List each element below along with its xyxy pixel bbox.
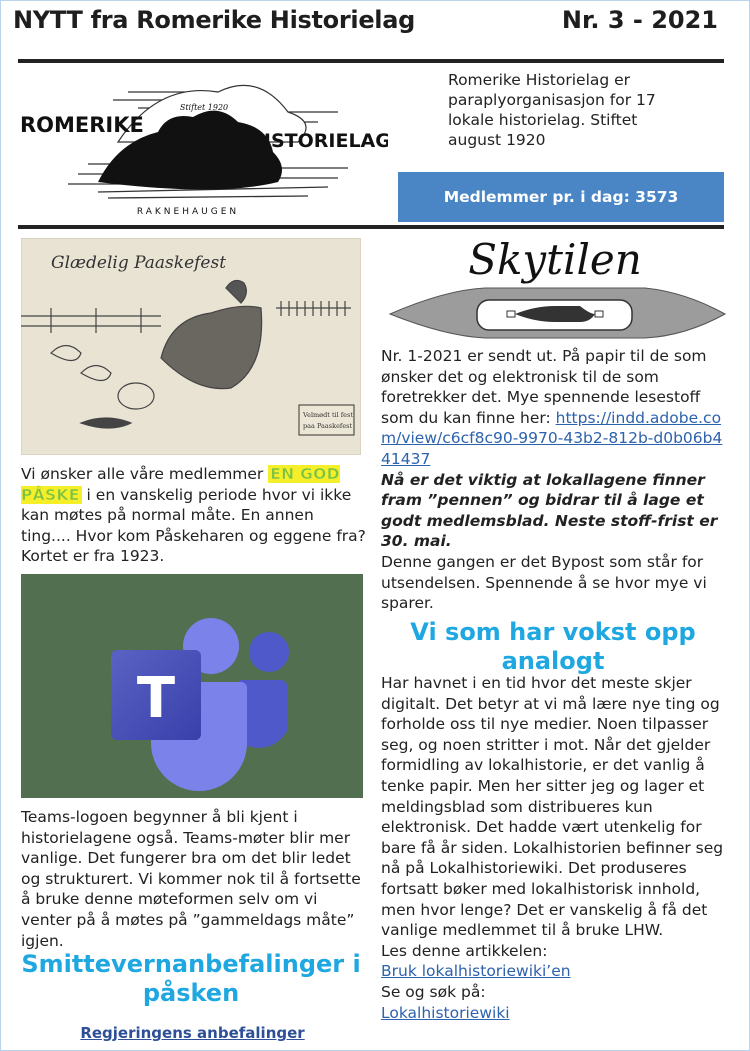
svg-text:HISTORIELAG: HISTORIELAG <box>248 130 388 152</box>
en-god-paaske-highlight: EN GOD PÅSKE <box>21 465 340 504</box>
svg-text:Skytilen: Skytilen <box>468 235 642 284</box>
svg-text:paa Paaskefest: paa Paaskefest <box>303 422 353 430</box>
svg-text:Velmødt til fest: Velmødt til fest <box>303 411 353 419</box>
skytilen-article: Nr. 1-2021 er sendt ut. På papir til de som ønsker det og elektronisk til de som foretrekker det. Mye spennende lesestoff som du kan finne her: https://indd.adobe.com/view/c6cf8c90-9970-43b2-812b-d0b06b441437 Nå er det viktig at lokallagene finner fram ”pennen” og bidrar til å lage et godt medlemsblad. Neste stoff-frist er 30. mai. Denne gangen er det Bypost som står for utsendelsen. Spennende å se hvor mye vi sparer. <box>381 347 723 613</box>
logo-illustration-icon <box>18 72 388 222</box>
svg-text:ROMERIKE: ROMERIKE <box>20 113 144 137</box>
easter-postcard-image <box>21 238 361 455</box>
section-divider <box>18 225 724 229</box>
svg-text:Stiftet 1920: Stiftet 1920 <box>179 103 229 112</box>
member-count-banner: Medlemmer pr. i dag: 3573 <box>398 172 724 222</box>
regjeringens-anbefalinger-link[interactable]: Regjeringens anbefalinger <box>80 1024 305 1042</box>
microsoft-teams-icon <box>21 574 363 798</box>
skytilen-logo <box>385 232 730 342</box>
smittevern-heading: Smittevernanbefalinger i påsken <box>21 950 361 1007</box>
intro-text: Romerike Historielag er paraplyorganisasjon for 17 lokale historielag. Stiftet august 1920 <box>448 71 656 149</box>
easter-greeting-text: Vi ønsker alle våre medlemmer EN GOD PÅSKE i en vanskelig periode hvor vi ikke kan møtes på normal måte. En annen ting.... Hvor kom Påskeharen og eggene fra? Kortet er fra 1923. <box>21 465 366 566</box>
svg-text:RAKNEHAUGEN: RAKNEHAUGEN <box>136 207 240 217</box>
romerike-historielag-logo <box>18 72 388 222</box>
analog-article: Har havnet i en tid hvor det meste skjer digitalt. Det betyr at vi må lære nye ting og forholde oss til nye medier. Noen tilpasser seg, og noen stritter i mot. Når det gjelder formidling av lokalhistorie, er det vanlig å tenke papir. Men her sitter jeg og lager et meldingsblad som distribueres kun elektronisk. Det hadde vært utenkelig for bare få år siden. Lokalhistorien befinner seg nå på Lokalhistoriewiki. Det produseres fortsatt bøker med lokalhistorisk innhold, men hvor lenge? Det er vanskelig å få det vanlige medlemmet til å bruke LHW. Les denne artikkelen: Bruk lokalhistoriewiki’en Se og søk på: Lokalhistoriewiki <box>381 674 724 1022</box>
teams-logo-image <box>21 574 363 798</box>
svg-text:Glædelig Paaskefest: Glædelig Paaskefest <box>51 253 227 273</box>
skytilen-link[interactable]: https://indd.adobe.com/view/c6cf8c90-9970-43b2-812b-d0b06b441437 <box>381 408 723 468</box>
deadline-notice: Nå er det viktig at lokallagene finner fram ”pennen” og bidrar til å lage et godt medlemsblad. Neste stoff-frist er 30. mai. <box>381 470 718 551</box>
lokalhistoriewiki-link[interactable]: Lokalhistoriewiki <box>381 1003 510 1022</box>
issue-number: Nr. 3 - 2021 <box>561 6 718 34</box>
analog-heading: Vi som har vokst opp analogt <box>410 618 696 675</box>
bruk-lokalhistoriewiki-link[interactable]: Bruk lokalhistoriewiki’en <box>381 962 571 981</box>
svg-text:T: T <box>136 666 176 731</box>
teams-text: Teams-logoen begynner å bli kjent i historielagene også. Teams-møter blir mer vanlige. Det fungerer bra om det blir ledet og strukturert. Vi kommer nok til å fortsette å bruke denne møteformen selv om vi venter på å møtes på ”gammeldags måte” igjen. <box>21 808 361 950</box>
top-divider <box>18 59 724 63</box>
newsletter-title: NYTT fra Romerike Historielag <box>13 6 416 34</box>
